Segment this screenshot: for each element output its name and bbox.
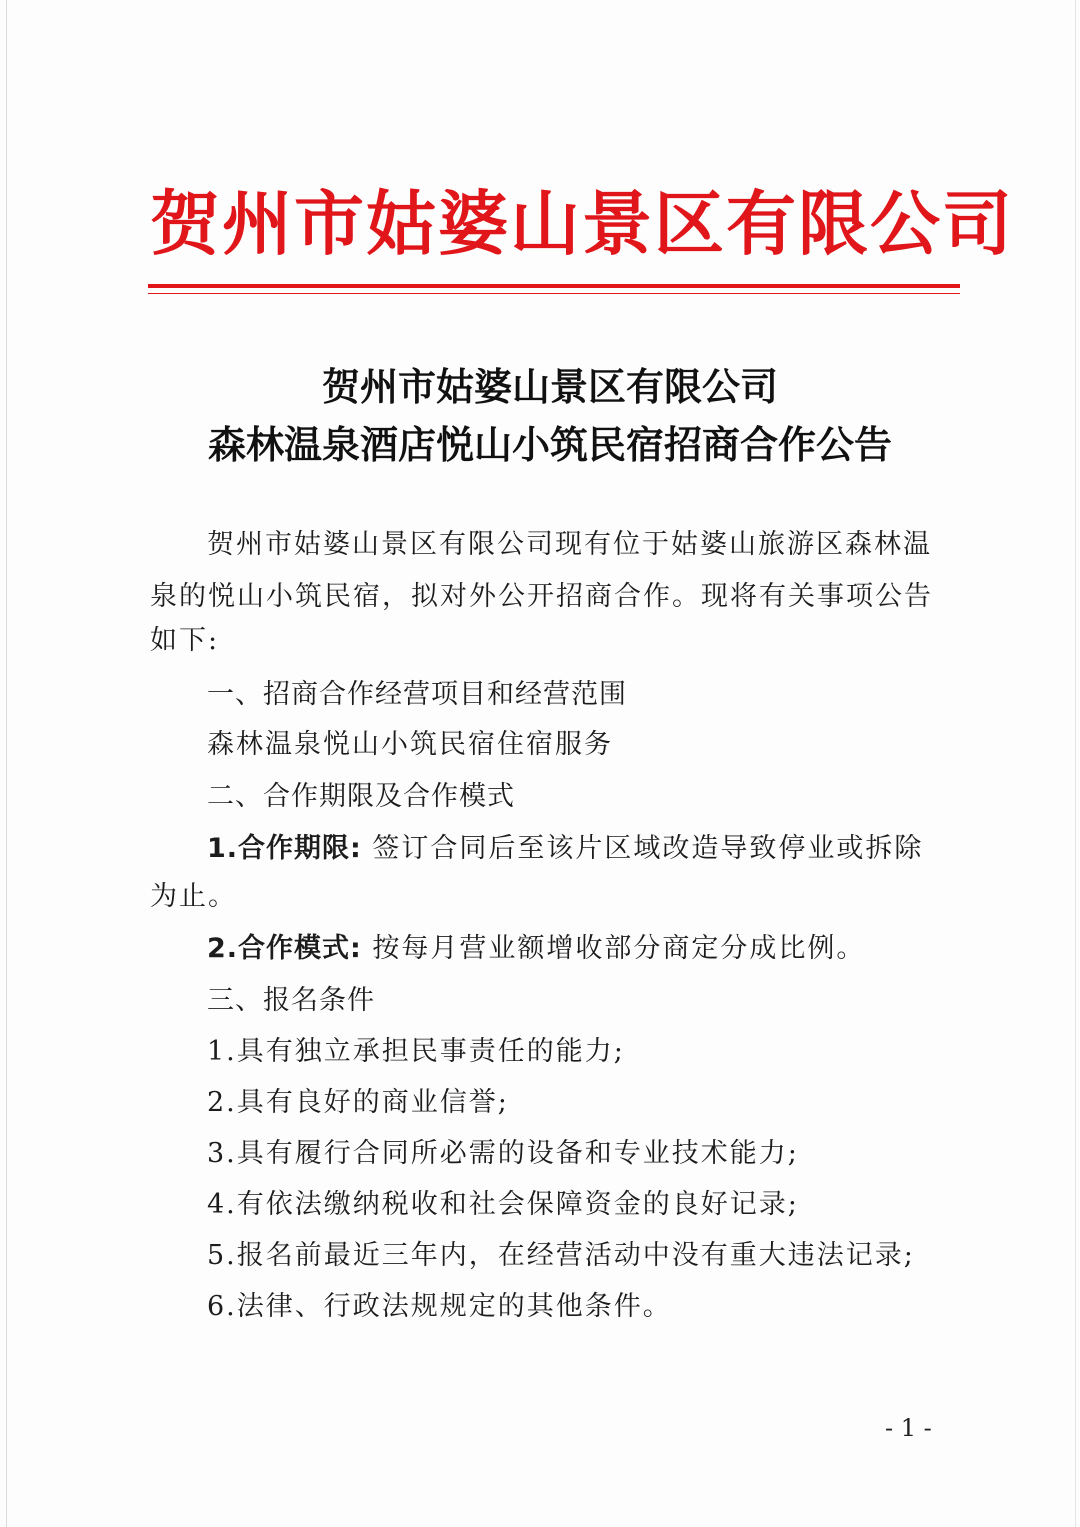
section2-item2-label: 2.合作模式:: [207, 933, 362, 964]
section1-content: 森林温泉悦山小筑民宿住宿服务: [207, 729, 613, 760]
section3-item: 4.有依法缴纳税收和社会保障资金的良好记录;: [207, 1189, 799, 1220]
section2-heading: 二、合作期限及合作模式: [207, 781, 515, 812]
section3-item: 1.具有独立承担民事责任的能力;: [207, 1036, 625, 1067]
letterhead-company-name: 贺州市姑婆山景区有限公司: [150, 183, 1014, 265]
intro-line3: 如下:: [150, 625, 220, 656]
document-title-line2: 森林温泉酒店悦山小筑民宿招商合作公告: [207, 422, 892, 467]
intro-line2: 泉的悦山小筑民宿，拟对外公开招商合作。现将有关事项公告: [150, 581, 933, 612]
document-title-line1: 贺州市姑婆山景区有限公司: [321, 364, 778, 409]
section3-item: 3.具有履行合同所必需的设备和专业技术能力;: [207, 1138, 799, 1169]
section3-item: 2.具有良好的商业信誉;: [207, 1087, 509, 1118]
section2-item1-label: 1.合作期限:: [207, 833, 362, 864]
section2-item1: [207, 829, 923, 869]
section1-heading: 一、招商合作经营项目和经营范围: [207, 679, 627, 710]
scan-edge-left: [6, 0, 7, 1527]
section2-item1-continued: 为止。: [150, 881, 237, 912]
section2-item2-text: 按每月营业额增收部分商定分成比例。: [361, 933, 866, 964]
letterhead-rule-thick: [148, 284, 960, 288]
scan-edge-right: [1075, 0, 1076, 1527]
page-number: - 1 -: [885, 1414, 932, 1442]
letterhead-rule-thin: [148, 293, 960, 294]
section2-item2: [207, 929, 865, 969]
intro-line1: 贺州市姑婆山景区有限公司现有位于姑婆山旅游区森林温: [207, 529, 932, 560]
section3-item: 6.法律、行政法规规定的其他条件。: [207, 1291, 672, 1322]
section2-item1-text: 签订合同后至该片区域改造导致停业或拆除: [361, 833, 924, 864]
section3-heading: 三、报名条件: [207, 985, 375, 1016]
section3-item: 5.报名前最近三年内，在经营活动中没有重大违法记录;: [207, 1240, 915, 1271]
